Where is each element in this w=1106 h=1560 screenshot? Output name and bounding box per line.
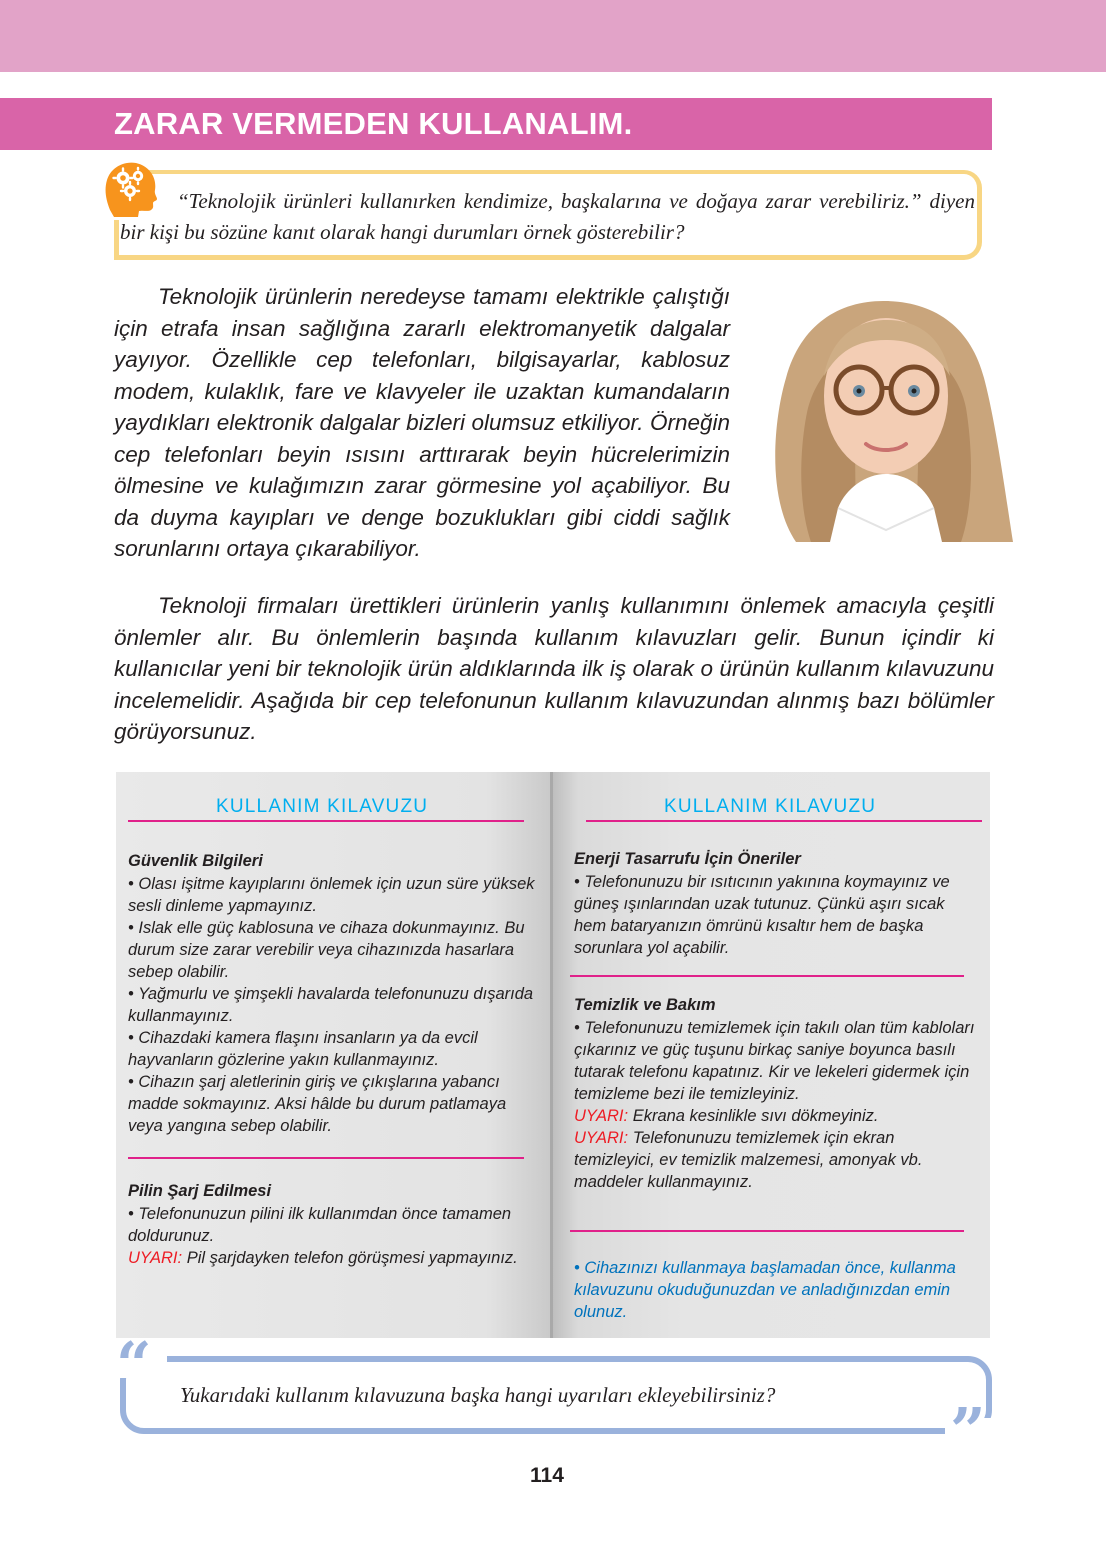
list-item: • Yağmurlu ve şimşekli havalarda telefonunuzu dışarıda kullanmayınız.	[128, 985, 534, 1025]
list-item: • Cihazın şarj aletlerinin giriş ve çıkışlarına yabancı madde sokmayınız. Aksi hâlde bu durum patlamaya veya yangına sebep olabilir.	[128, 1073, 507, 1135]
manual-right-divider-2	[570, 1230, 964, 1232]
warning-label: UYARI:	[128, 1249, 183, 1267]
question-text: “Teknolojik ürünleri kullanırken kendimize, başkalarına ve doğaya zarar verebiliriz.” diyen bir kişi bu sözüne kanıt olarak hangi durumları örnek gösterebilir?	[120, 189, 975, 244]
manual-right-title-rule	[586, 820, 982, 822]
manual-left-title: KULLANIM KILAVUZU	[216, 796, 429, 817]
list-item: • Cihazdaki kamera flaşını insanların ya da evcil hayvanların gözlerine yakın kullanmayınız.	[128, 1029, 478, 1069]
read-manual-note: • Cihazınızı kullanmaya başlamadan önce, kullanma kılavuzunu okuduğunuzdan ve anladığınızdan emin olunuz.	[574, 1259, 956, 1321]
open-quote-icon: “	[116, 1328, 152, 1401]
warning-label: UYARI:	[574, 1107, 629, 1125]
cleaning-care-text	[574, 1017, 979, 1193]
close-quote-icon: ”	[950, 1394, 986, 1467]
user-manual-spread	[116, 772, 990, 1338]
warning-text: Ekrana kesinlikle sıvı dökmeyiniz.	[628, 1107, 879, 1125]
warning-text: Pil şarjdayken telefon görüşmesi yapmayınız.	[182, 1249, 518, 1267]
girl-with-glasses-photo	[756, 298, 1013, 542]
warning-line	[574, 1127, 979, 1193]
list-item: • Telefonunuzun pilini ilk kullanımdan önce tamamen doldurunuz.	[128, 1205, 512, 1245]
battery-charging-text	[128, 1203, 528, 1269]
list-item: • Telefonunuzu temizlemek için takılı olan tüm kabloları çıkarınız ve güç tuşunu birkaç saniye boyunca basılı tutarak telefonu kapatınız. Kir ve lekeleri gidermek için temizleme bezi ile temizleyiniz.	[574, 1019, 975, 1103]
warning-line	[574, 1105, 979, 1127]
top-color-band	[0, 0, 1106, 72]
warning-label: UYARI:	[574, 1129, 629, 1147]
battery-charging-heading: Pilin Şarj Edilmesi	[128, 1182, 272, 1200]
warning-text: Telefonunuzu temizlemek için ekran temizleyici, ev temizlik malzemesi, amonyak vb. maddeler kullanmayınız.	[574, 1129, 923, 1191]
section-title-bar	[0, 98, 992, 150]
manual-left-title-rule	[128, 820, 524, 822]
section-title: ZARAR VERMEDEN KULLANALIM.	[114, 106, 633, 141]
safety-info-heading: Güvenlik Bilgileri	[128, 852, 263, 870]
energy-saving-heading: Enerji Tasarrufu İçin Öneriler	[574, 850, 801, 868]
page-number: 114	[530, 1464, 564, 1487]
manual-left-divider	[128, 1157, 524, 1159]
safety-info-list	[128, 873, 538, 1137]
list-item: • Islak elle güç kablosuna ve cihaza dokunmayınız. Bu durum size zarar verebilir veya cihazınızda hasarlara sebep olabilir.	[128, 919, 525, 981]
manual-spine	[550, 772, 553, 1338]
manual-right-divider-1	[570, 975, 964, 977]
paragraph-electromagnetic: Teknolojik ürünlerin neredeyse tamamı elektrikle çalıştığı için etrafa insan sağlığına zararlı elektromanyetik dalgalar yayıyor. Özellikle cep telefonları, bilgisayarlar, kablosuz modem, kulaklık, fare ve klavyeler ile uzaktan kumandaların yaydıkları elektronik dalgalar bizleri olumsuz etkiliyor. Örneğin cep telefonları beyin ısısını arttırarak beyin hücrelerimizin ölmesine ve kulağımızın zarar görmesine yol açabiliyor. Bu da duyma kayıpları ve denge bozuklukları gibi ciddi sağlık sorunlarını ortaya çıkarabiliyor.	[114, 284, 730, 561]
bottom-question-text: Yukarıdaki kullanım kılavuzuna başka hangi uyarıları ekleyebilirsiniz?	[180, 1383, 776, 1407]
manual-right-title: KULLANIM KILAVUZU	[664, 796, 877, 817]
paragraph-manuals: Teknoloji firmaları ürettikleri ürünlerin yanlış kullanımını önlemek amacıyla çeşitli önlemler alır. Bu önlemlerin başında kullanım kılavuzları gelir. Bunun içindir ki kullanıcılar yeni bir teknolojik ürün aldıklarında ilk iş olarak o ürünün kullanım kılavuzunu incelemelidir. Aşağıda bir cep telefonunun kullanım kılavuzundan alınmış bazı bölümler görüyorsunuz.	[114, 593, 994, 744]
warning-line	[128, 1247, 528, 1269]
energy-saving-text: • Telefonunuzu bir ısıtıcının yakınına koymayınız ve güneş ışınlarından uzak tutunuz. Çünkü aşırı sıcak hem bataryanızın ömrünü kısaltır hem de başka sorunlara yol açabilir.	[574, 873, 950, 957]
cleaning-care-heading: Temizlik ve Bakım	[574, 996, 716, 1014]
list-item: • Olası işitme kayıplarını önlemek için uzun süre yüksek sesli dinleme yapmayınız.	[128, 875, 535, 915]
